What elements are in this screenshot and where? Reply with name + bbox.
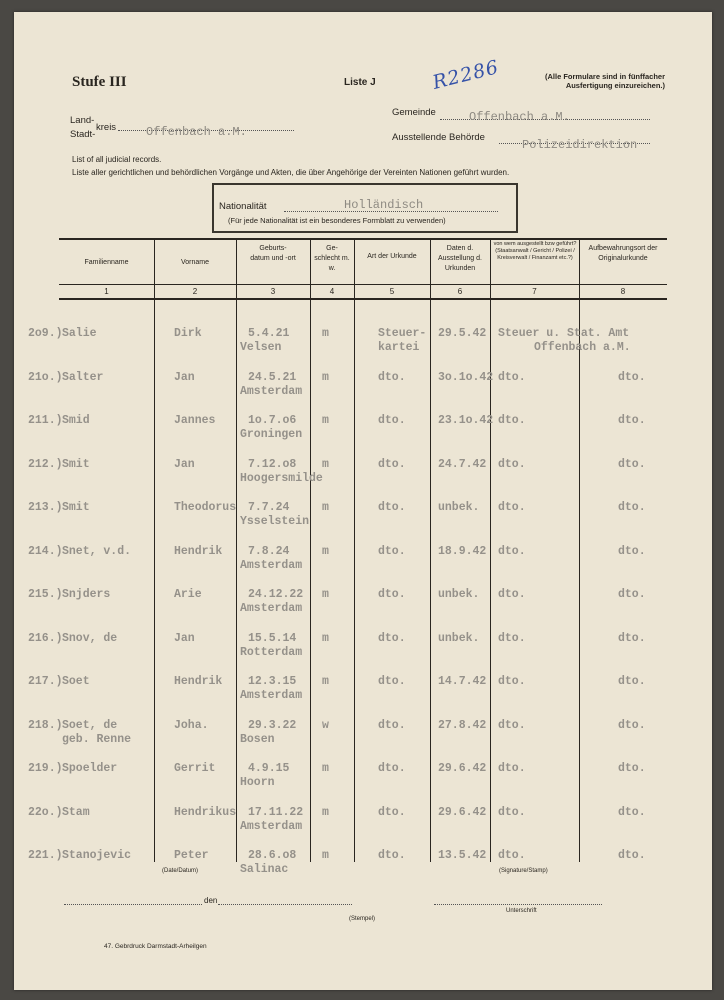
row-3-art: dto. [378, 414, 406, 427]
row-9-aufb: dto. [618, 675, 646, 688]
row-13-ort: Salinac [240, 863, 289, 876]
row-4-art: dto. [378, 457, 406, 471]
stadt-label: Stadt- [70, 129, 96, 140]
row-8-ort: Rotterdam [240, 645, 303, 659]
row-13-nr: 221.) [28, 849, 63, 862]
land-label: Land- [70, 115, 95, 126]
row-12-nr: 22o.) [28, 805, 63, 819]
list-description-de: Liste aller gerichtlichen und behördlichen Vorgänge und Akten, die über Angehörige der Vereinten Nationen geführt wurden. [72, 168, 510, 177]
date-caption: (Date/Datum) [162, 868, 199, 874]
row-9-nr: 217.) [28, 675, 63, 688]
row-13-datum: 13.5.42 [438, 849, 487, 862]
row-9-sex: m [322, 675, 329, 688]
row-11-name: Spoelder [62, 762, 118, 775]
row-2-nr: 21o.) [28, 370, 63, 384]
row-12-aufb: dto. [618, 805, 646, 819]
row-7-name: Snjders [62, 588, 111, 601]
col-number-7: 7 [532, 287, 537, 296]
row-3-vorname: Jannes [174, 414, 216, 427]
row-2-ort: Amsterdam [240, 384, 303, 398]
col-divider-4 [354, 238, 355, 862]
stadt-value: Offenbach a.M. [146, 125, 247, 139]
row-8-geb: 15.5.14 [248, 631, 297, 645]
row-7-aufb: dto. [618, 588, 646, 601]
row-5-art: dto. [378, 501, 406, 514]
row-12-von: dto. [498, 805, 526, 819]
nationality-label: Nationalität [219, 201, 267, 212]
row-10-vorname: Joha. [174, 718, 209, 732]
row-3-datum: 23.1o.42 [438, 414, 494, 427]
row-9-geb: 12.3.15 [248, 675, 297, 688]
row-8-datum: unbek. [438, 631, 480, 645]
row-6-von: dto. [498, 544, 526, 558]
row-7-vorname: Arie [174, 588, 202, 601]
row-5-name: Smit [62, 501, 90, 514]
row-3-nr: 211.) [28, 414, 63, 427]
header-bottom-border [59, 298, 667, 300]
handwritten-number: R2286 [430, 56, 502, 94]
col-number-2: 2 [192, 287, 198, 296]
row-7-geb: 24.12.22 [248, 588, 304, 601]
row-9-vorname: Hendrik [174, 675, 223, 688]
col-number-6: 6 [457, 287, 463, 296]
row-12-art: dto. [378, 805, 406, 819]
col-number-3: 3 [270, 287, 276, 296]
row-3-von: dto. [498, 414, 526, 427]
row-8-sex: m [322, 631, 329, 645]
row-5-datum: unbek. [438, 501, 480, 514]
row-6-aufb: dto. [618, 544, 646, 558]
row-8-name: Snov, de [62, 631, 118, 645]
row-9-datum: 14.7.42 [438, 675, 487, 688]
col-divider-1 [154, 238, 155, 862]
behoerde-value: Polizeidirektion [522, 138, 638, 152]
den-dotline [218, 904, 352, 905]
row-4-aufb: dto. [618, 457, 646, 471]
row-13-aufb: dto. [618, 849, 646, 862]
row-8-aufb: dto. [618, 631, 646, 645]
list-label: Liste J [344, 77, 376, 88]
col-header-1: Familienname [84, 259, 129, 266]
row-5-vorname: Theodorus [174, 501, 237, 514]
col-header-8: Aufbewahrungsort der Originalurkunde [588, 245, 658, 262]
row-13-sex: m [322, 849, 329, 862]
kreis-label: kreis [96, 122, 117, 133]
date-dotline [64, 904, 202, 905]
row-3-ort: Groningen [240, 428, 303, 441]
row-9-ort: Amsterdam [240, 689, 303, 702]
den-label: den [204, 896, 218, 905]
row-5-aufb: dto. [618, 501, 646, 514]
row-1-sex: m [322, 327, 329, 340]
nationality-value: Holländisch [344, 198, 424, 212]
gemeinde-value: Offenbach a.M. [469, 110, 570, 124]
row-11-art: dto. [378, 762, 406, 775]
signature-caption: (Signature/Stamp) [499, 868, 548, 874]
row-10-ort: Bosen [240, 732, 275, 746]
row-2-art: dto. [378, 370, 406, 384]
row-6-name: Snet, v.d. [62, 544, 132, 558]
row-1-von2: Offenbach a.M. [534, 341, 631, 354]
col-number-5: 5 [389, 287, 395, 296]
signature-word: Unterschrift [506, 908, 537, 914]
row-11-von: dto. [498, 762, 526, 775]
row-2-aufb: dto. [618, 370, 646, 384]
col-header-7: von wem ausgestellt bzw geführt? (Staatsanwalt / Gericht / Polizei / Kreisverwalt / Finanzamt etc.?) [493, 241, 577, 261]
row-3-sex: m [322, 414, 329, 427]
row-11-nr: 219.) [28, 762, 63, 775]
row-12-geb: 17.11.22 [248, 805, 304, 819]
col-number-1: 1 [104, 287, 109, 296]
row-13-von: dto. [498, 849, 526, 862]
row-9-name: Soet [62, 675, 90, 688]
row-12-sex: m [322, 805, 329, 819]
row-10-von: dto. [498, 718, 526, 732]
row-13-name: Stanojevic [62, 849, 132, 862]
document-page [14, 12, 712, 990]
row-2-geb: 24.5.21 [248, 370, 297, 384]
row-6-vorname: Hendrik [174, 544, 223, 558]
list-description-en: List of all judicial records. [72, 155, 162, 164]
row-7-sex: m [322, 588, 329, 601]
row-9-art: dto. [378, 675, 406, 688]
stamp-caption: (Stempel) [349, 916, 376, 922]
row-11-sex: m [322, 762, 329, 775]
row-3-aufb: dto. [618, 414, 646, 427]
col-header-6: Daten d. Ausstellung d. Urkunden [438, 245, 482, 272]
row-3-name: Smid [62, 414, 90, 427]
row-10-aufb: dto. [618, 718, 646, 732]
row-2-sex: m [322, 370, 329, 384]
behoerde-label: Ausstellende Behörde [392, 132, 485, 143]
row-8-von: dto. [498, 631, 526, 645]
row-6-art: dto. [378, 544, 406, 558]
row-6-ort: Amsterdam [240, 558, 303, 572]
row-4-datum: 24.7.42 [438, 457, 487, 471]
row-1-ort: Velsen [240, 341, 282, 354]
row-1-nr: 2o9.) [28, 327, 63, 340]
gemeinde-label: Gemeinde [392, 107, 436, 118]
row-7-art: dto. [378, 588, 406, 601]
row-5-nr: 213.) [28, 501, 63, 514]
row-1-geb: 5.4.21 [248, 327, 290, 340]
row-12-name: Stam [62, 805, 90, 819]
row-2-von: dto. [498, 370, 526, 384]
printer-imprint: 47. Gebrdruck Darmstadt-Arheilgen [104, 943, 207, 950]
col-divider-2 [236, 238, 237, 862]
row-4-name: Smit [62, 457, 90, 471]
row-3-geb: 1o.7.o6 [248, 414, 297, 427]
row-11-aufb: dto. [618, 762, 646, 775]
row-13-vorname: Peter [174, 849, 209, 862]
row-9-von: dto. [498, 675, 526, 688]
row-5-sex: m [322, 501, 329, 514]
col-divider-3 [310, 238, 311, 862]
row-7-nr: 215.) [28, 588, 63, 601]
table-top-border [59, 238, 667, 240]
row-1-datum: 29.5.42 [438, 327, 487, 340]
row-11-geb: 4.9.15 [248, 762, 290, 775]
col-header-5: Art der Urkunde [367, 253, 417, 260]
row-8-art: dto. [378, 631, 406, 645]
row-12-vorname: Hendrikus [174, 805, 237, 819]
row-2-vorname: Jan [174, 370, 195, 384]
row-7-datum: unbek. [438, 588, 480, 601]
row-13-geb: 28.6.o8 [248, 849, 297, 862]
row-1-art: Steuer- [378, 327, 427, 340]
row-4-ort: Hoogersmilde [240, 471, 323, 485]
row-5-ort: Ysselstein [240, 515, 310, 528]
row-12-ort: Amsterdam [240, 819, 303, 833]
row-8-vorname: Jan [174, 631, 195, 645]
row-11-datum: 29.6.42 [438, 762, 487, 775]
col-header-2: Vorname [180, 259, 210, 266]
col-number-8: 8 [620, 287, 626, 296]
row-5-von: dto. [498, 501, 526, 514]
row-2-datum: 3o.1o.42 [438, 370, 494, 384]
row-12-datum: 29.6.42 [438, 805, 487, 819]
col-number-4: 4 [329, 287, 335, 296]
row-11-ort: Hoorn [240, 776, 275, 789]
row-8-nr: 216.) [28, 631, 63, 645]
row-6-datum: 18.9.42 [438, 544, 487, 558]
row-10-name: Soet, de [62, 718, 118, 732]
row-10-sex: w [322, 718, 329, 732]
row-1-von: Steuer u. Stat. Amt [498, 327, 630, 340]
signature-dotline [434, 904, 602, 905]
row-10-datum: 27.8.42 [438, 718, 487, 732]
header-divider [59, 284, 667, 285]
copies-note: (Alle Formulare sind in fünffacher Ausfertigung einzureichen.) [544, 72, 665, 90]
row-1-art2: kartei [378, 341, 420, 354]
col-divider-6 [490, 238, 491, 862]
row-4-geb: 7.12.o8 [248, 457, 297, 471]
row-11-vorname: Gerrit [174, 762, 216, 775]
nationality-note: (Für jede Nationalität ist ein besonderes Formblatt zu verwenden) [228, 216, 446, 225]
row-6-nr: 214.) [28, 544, 63, 558]
row-13-art: dto. [378, 849, 406, 862]
row-1-vorname: Dirk [174, 327, 202, 340]
row-4-von: dto. [498, 457, 526, 471]
row-2-name: Salter [62, 370, 104, 384]
row-4-sex: m [322, 457, 329, 471]
row-7-ort: Amsterdam [240, 602, 303, 615]
col-header-4: Ge-schlecht m. w. [314, 245, 350, 272]
col-header-3: Geburts-datum und -ort [250, 245, 296, 262]
row-6-sex: m [322, 544, 329, 558]
row-1-name: Salie [62, 327, 97, 340]
row-10-art: dto. [378, 718, 406, 732]
row-7-von: dto. [498, 588, 526, 601]
row-4-vorname: Jan [174, 457, 195, 471]
row-10-nr: 218.) [28, 718, 63, 732]
row-5-geb: 7.7.24 [248, 501, 290, 514]
row-10-geb: 29.3.22 [248, 718, 297, 732]
col-divider-5 [430, 238, 431, 862]
row-4-nr: 212.) [28, 457, 63, 471]
row-6-geb: 7.8.24 [248, 544, 290, 558]
row-10-name2: geb. Renne [62, 732, 132, 746]
stage-title: Stufe III [72, 74, 127, 90]
